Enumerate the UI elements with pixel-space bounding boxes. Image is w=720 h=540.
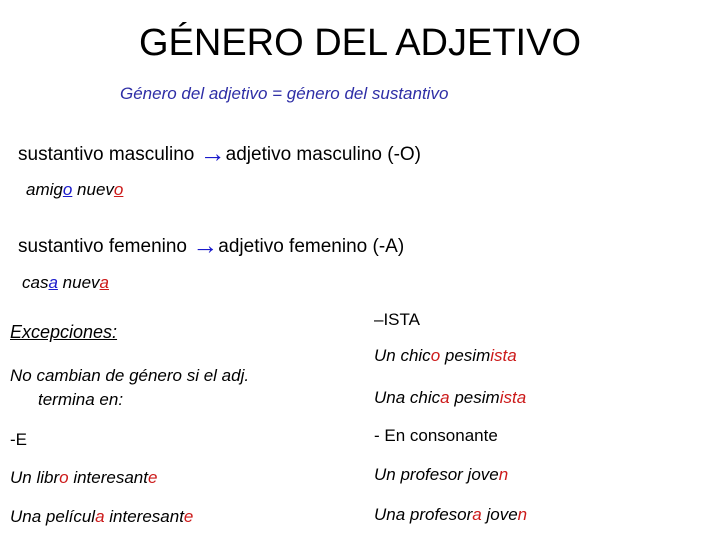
masc-example: [26, 180, 123, 200]
fem-example: [22, 273, 109, 293]
example-text: interesant: [68, 468, 148, 487]
example-ending: e: [183, 507, 194, 526]
ending-consonant-label: - En consonante: [374, 426, 498, 445]
ista-example-2: [374, 388, 526, 408]
masc-rule: [18, 136, 421, 167]
example-word-stem: nuev: [57, 273, 100, 292]
ending-e-label: -E: [10, 430, 27, 449]
example-word-stem: amig: [26, 180, 63, 199]
masc-noun-label: sustantivo masculino: [18, 144, 195, 165]
consonant-example-2: [374, 505, 527, 525]
arrow-right-icon: →: [199, 138, 226, 168]
example-ending: a: [472, 505, 482, 524]
example-word-stem: cas: [22, 273, 49, 292]
example-ending: n: [517, 505, 528, 524]
example-ending: o: [62, 180, 73, 199]
consonant-example-1: [374, 465, 508, 485]
example-text: Una películ: [10, 507, 96, 526]
exceptions-note-line1: No cambian de género si el adj.: [10, 366, 250, 385]
example-ending: a: [440, 388, 450, 407]
example-text: jove: [481, 505, 518, 524]
fem-rule: [18, 228, 404, 259]
example-ending: a: [95, 507, 105, 526]
example-ending: e: [147, 468, 158, 487]
masc-adj-label: adjetivo masculino (-O): [225, 144, 421, 165]
example-word-stem: nuev: [72, 180, 114, 199]
example-ending: ista: [499, 388, 527, 407]
ista-example-1: [374, 346, 517, 366]
example-text: interesant: [104, 507, 184, 526]
ending-ista-label: –ISTA: [374, 310, 420, 329]
example-ending: a: [48, 273, 58, 292]
example-text: Una chic: [374, 388, 441, 407]
subtitle: Género del adjetivo = género del sustantivo: [120, 84, 449, 103]
exceptions-note-line2: termina en:: [38, 390, 124, 409]
arrow-right-icon: →: [192, 230, 219, 260]
example-text: Un profesor jove: [374, 465, 499, 484]
page-title: GÉNERO DEL ADJETIVO: [138, 22, 582, 64]
example-text: pesim: [449, 388, 500, 407]
fem-noun-label: sustantivo femenino: [18, 236, 187, 257]
example-ending: ista: [490, 346, 517, 365]
example-text: pesim: [440, 346, 491, 365]
example-text: Un chic: [374, 346, 431, 365]
example-text: Una profesor: [374, 505, 473, 524]
example-ending: a: [99, 273, 109, 292]
example-ending: o: [59, 468, 69, 487]
example-text: Un libr: [10, 468, 60, 487]
e-example-2: [10, 507, 193, 527]
exceptions-heading: Excepciones:: [10, 322, 118, 342]
e-example-1: [10, 468, 157, 488]
example-ending: n: [498, 465, 509, 484]
example-ending: o: [113, 180, 124, 199]
example-ending: o: [430, 346, 441, 365]
fem-adj-label: adjetivo femenino (-A): [218, 236, 405, 257]
